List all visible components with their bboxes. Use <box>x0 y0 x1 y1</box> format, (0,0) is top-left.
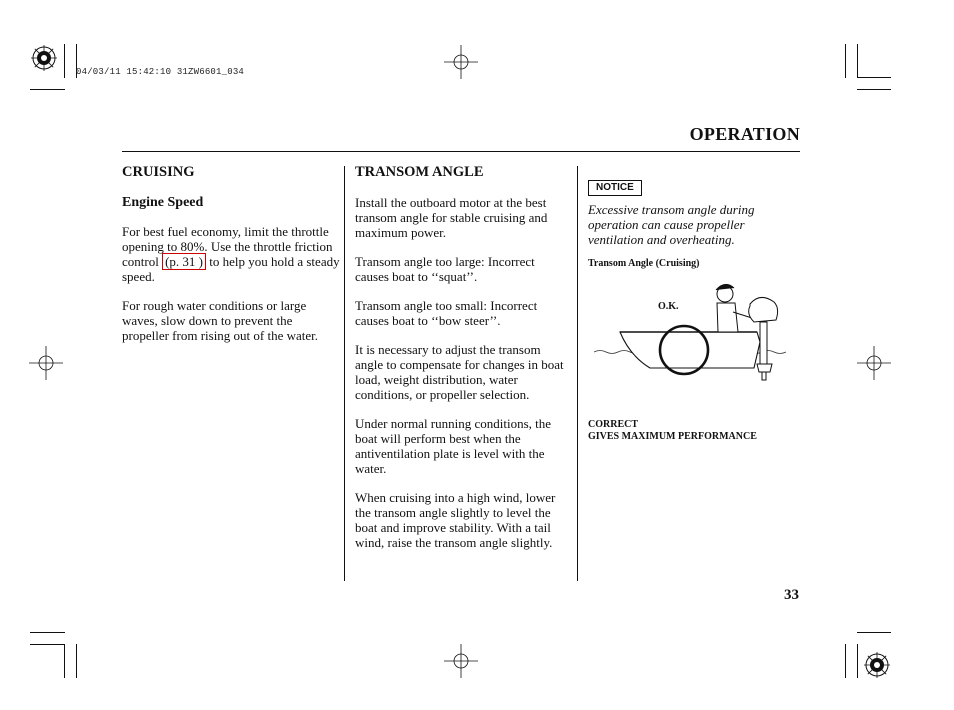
crop-mark <box>857 632 891 633</box>
crosshair-left-icon <box>29 346 63 380</box>
notice-label: NOTICE <box>588 180 642 196</box>
paragraph: Install the outboard motor at the best transom angle for stable cruising and maximum power. <box>355 195 548 240</box>
crosshair-bottom-icon <box>444 644 478 678</box>
caption-line: CORRECT <box>588 419 639 430</box>
boat-illustration <box>592 280 797 385</box>
crop-mark <box>30 632 65 633</box>
figure-label-ok: O.K. <box>658 301 679 312</box>
paragraph: Under normal running conditions, the boat will perform best when the antiventilation plate is level with the water. <box>355 416 552 476</box>
page-number: 33 <box>784 587 799 603</box>
crop-mark <box>857 89 891 90</box>
crosshair-top-icon <box>444 45 478 79</box>
crop-mark <box>857 77 891 78</box>
column-divider <box>577 166 578 581</box>
paragraph-text: to help you hold a steady speed. <box>122 254 340 284</box>
paragraph-text: For best fuel economy, limit the throttle opening to 80%. Use the throttle friction control <box>122 224 333 269</box>
crop-mark <box>857 644 858 678</box>
paragraph-fuel-economy <box>122 224 340 284</box>
subheading-engine-speed: Engine Speed <box>122 195 204 210</box>
registration-mark-top-left-icon <box>30 44 58 72</box>
page-reference-link[interactable]: (p. 31 ) <box>162 253 206 270</box>
paragraph: When cruising into a high wind, lower the transom angle slightly to level the boat and improve stability. With a tail wind, raise the transom angle slightly. <box>355 490 556 550</box>
figure-title: Transom Angle (Cruising) <box>588 258 700 269</box>
caption-line: GIVES MAXIMUM PERFORMANCE <box>588 431 757 442</box>
column-divider <box>344 166 345 581</box>
column-notice-figure <box>588 178 800 261</box>
column-transom-angle <box>355 165 571 564</box>
notice-text: Excessive transom angle during operation can cause propeller ventilation and overheating. <box>588 202 755 247</box>
header-rule <box>122 151 800 152</box>
crop-mark <box>64 644 65 678</box>
print-code: 04/03/11 15:42:10 31ZW6601_034 <box>76 67 245 77</box>
person-icon <box>716 284 752 332</box>
crosshair-right-icon <box>857 346 891 380</box>
paragraph-rough-water: For rough water conditions or large waves, slow down to prevent the propeller from rising out of the water. <box>122 298 319 343</box>
column-cruising <box>122 165 340 357</box>
section-title: OPERATION <box>689 124 800 144</box>
crop-mark <box>64 44 65 78</box>
paragraph: Transom angle too small: Incorrect causes boat to ‘‘bow steer’’. <box>355 298 538 328</box>
registration-mark-bottom-right-icon <box>863 651 891 679</box>
crop-mark <box>845 644 846 678</box>
crop-mark <box>845 44 846 78</box>
crop-mark <box>76 644 77 678</box>
heading-transom-angle: TRANSOM ANGLE <box>355 164 484 180</box>
heading-cruising: CRUISING <box>122 164 195 180</box>
crop-mark <box>30 89 65 90</box>
boat-hull-icon <box>620 332 760 368</box>
paragraph: Transom angle too large: Incorrect causes boat to ‘‘squat’’. <box>355 254 535 284</box>
paragraph: It is necessary to adjust the transom angle to compensate for changes in boat load, weight distribution, water conditions, or propeller selection. <box>355 342 564 402</box>
figure-caption <box>588 419 800 443</box>
crop-mark <box>30 644 65 645</box>
crop-mark <box>857 44 858 78</box>
